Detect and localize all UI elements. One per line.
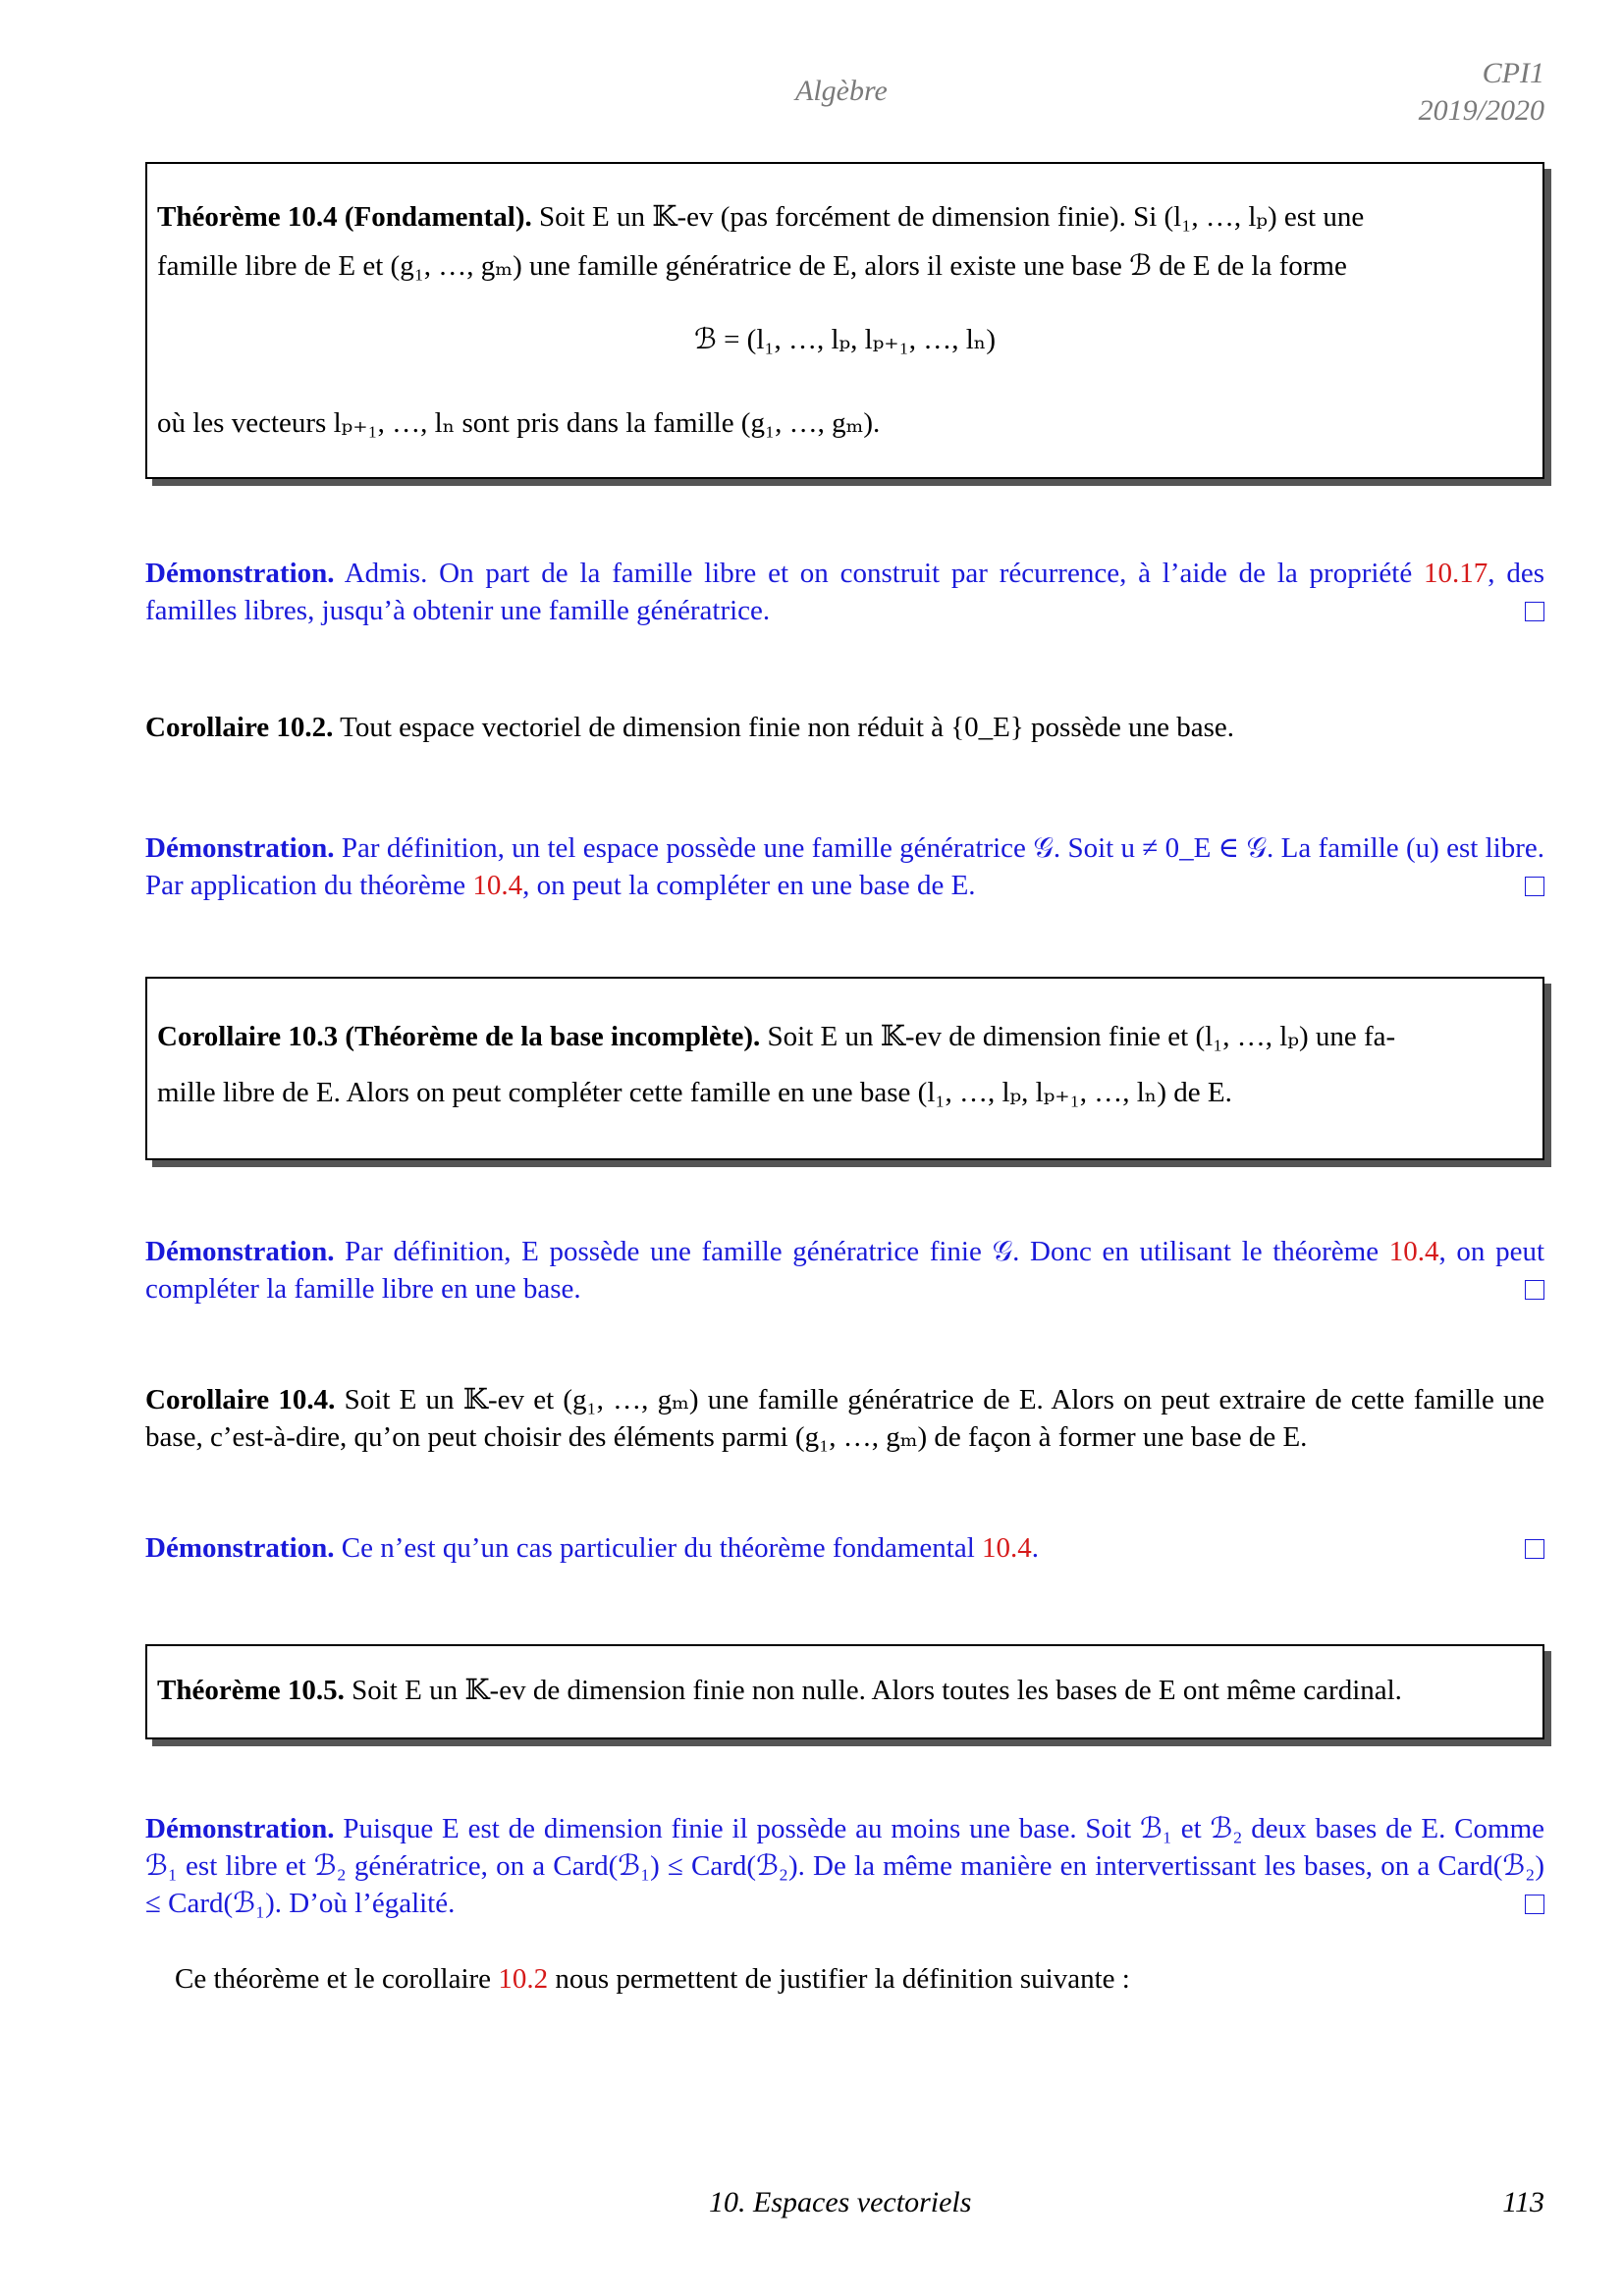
- qed-icon: [1525, 877, 1544, 896]
- corollaire-10-2-text: Tout espace vectoriel de dimension finie non réduit à {0_E} possède une base.: [340, 712, 1235, 743]
- corollaire-10-3-box: [145, 977, 1544, 1160]
- header-year: 2019/2020: [1418, 94, 1544, 127]
- demo-2: [145, 829, 1544, 904]
- corollaire-10-3-text1: Soit E un 𝕂-ev de dimension finie et (l₁, …, lₚ) une fa-: [767, 1021, 1396, 1052]
- demo-1: [145, 555, 1544, 629]
- demo-1-ref-link[interactable]: 10.17: [1424, 558, 1488, 589]
- corollaire-10-4-text: Soit E un 𝕂-ev et (g₁, …, gₘ) une famille génératrice de E. Alors on peut extraire de cette famille une base, c’est-à-dire, qu’on peut choisir des éléments parmi (g₁, …, gₘ) de façon à former une base de E.: [145, 1384, 1544, 1453]
- header-subject: Algèbre: [795, 75, 888, 107]
- corollaire-10-3-title: Corollaire 10.3 (Théorème de la base incomplète).: [157, 1021, 761, 1052]
- demo-2-ref-link[interactable]: 10.4: [472, 870, 523, 901]
- footer-page-number: 113: [1502, 2186, 1544, 2218]
- corollaire-10-3-line1: [157, 1018, 1533, 1055]
- theorem-10-5-box: [145, 1644, 1544, 1739]
- demo-4-ref-link[interactable]: 10.4: [982, 1532, 1032, 1564]
- corollaire-10-3-line2: mille libre de E. Alors on peut compléter cette famille en une base (l₁, …, lₚ, lₚ₊₁, …, lₙ) de E.: [157, 1077, 1232, 1108]
- closing-text-a: Ce théorème et le corollaire: [175, 1963, 492, 1995]
- qed-icon: [1525, 1280, 1544, 1300]
- demo-3: [145, 1233, 1544, 1308]
- closing-sentence: [175, 1960, 1544, 1998]
- demo-3-text-a: Par définition, E possède une famille génératrice finie 𝒢. Donc en utilisant le théorème: [345, 1236, 1380, 1267]
- demo-1-text-b: , des familles libres, jusqu’à obtenir une famille génératrice.: [145, 558, 1544, 626]
- demo-4-text-b: .: [1031, 1532, 1040, 1564]
- demo-3-label: Démonstration.: [145, 1236, 335, 1267]
- closing-text-b: nous permettent de justifier la définition suivante :: [555, 1963, 1130, 1995]
- theorem-10-4-title: Théorème 10.4 (Fondamental).: [157, 201, 532, 233]
- demo-4-text-a: Ce n’est qu’un cas particulier du théorème fondamental: [341, 1532, 975, 1564]
- theorem-10-4-formula: ℬ = (l₁, …, lₚ, lₚ₊₁, …, lₙ): [694, 324, 996, 355]
- demo-4: [145, 1529, 1544, 1567]
- theorem-10-5-line: [157, 1672, 1533, 1709]
- corollaire-10-4: [145, 1381, 1544, 1456]
- theorem-10-4-text1: Soit E un 𝕂-ev (pas forcément de dimension finie). Si (l₁, …, lₚ) est une: [539, 201, 1365, 233]
- demo-1-text-a: Admis. On part de la famille libre et on construit par récurrence, à l’aide de la propriété: [344, 558, 1413, 589]
- theorem-10-5-text: Soit E un 𝕂-ev de dimension finie non nulle. Alors toutes les bases de E ont même cardinal.: [352, 1675, 1402, 1706]
- demo-2-label: Démonstration.: [145, 832, 335, 864]
- demo-1-label: Démonstration.: [145, 558, 335, 589]
- theorem-10-4-line1: [157, 198, 1533, 236]
- theorem-10-5-title: Théorème 10.5.: [157, 1675, 345, 1706]
- theorem-10-4-line3: où les vecteurs lₚ₊₁, …, lₙ sont pris dans la famille (g₁, …, gₘ).: [157, 407, 881, 439]
- corollaire-10-2-title: Corollaire 10.2.: [145, 712, 334, 743]
- closing-ref-link[interactable]: 10.2: [498, 1963, 549, 1995]
- demo-2-text-b: , on peut la compléter en une base de E.: [522, 870, 976, 901]
- corollaire-10-4-title: Corollaire 10.4.: [145, 1384, 336, 1415]
- demo-3-ref-link[interactable]: 10.4: [1388, 1236, 1439, 1267]
- demo-3-text-b: , on peut compléter la famille libre en une base.: [145, 1236, 1544, 1305]
- corollaire-10-2: [145, 709, 1544, 746]
- header-course: CPI1: [1482, 57, 1544, 89]
- qed-icon: [1525, 602, 1544, 621]
- footer-chapter: 10. Espaces vectoriels: [709, 2186, 972, 2218]
- theorem-10-4-box: [145, 162, 1544, 479]
- qed-icon: [1525, 1895, 1544, 1914]
- qed-icon: [1525, 1539, 1544, 1559]
- demo-2-text-a: Par définition, un tel espace possède une famille génératrice 𝒢. Soit u ≠ 0_E ∈ 𝒢. La famille (u) est libre. Par application du théorème: [145, 832, 1545, 901]
- demo-5-label: Démonstration.: [145, 1813, 335, 1844]
- demo-4-label: Démonstration.: [145, 1532, 335, 1564]
- theorem-10-4-line2: famille libre de E et (g₁, …, gₘ) une famille génératrice de E, alors il existe une base ℬ de E de la forme: [157, 250, 1347, 282]
- demo-5-text: Puisque E est de dimension finie il possède au moins une base. Soit ℬ₁ et ℬ₂ deux bases de E. Comme ℬ₁ est libre et ℬ₂ génératrice, on a Card(ℬ₁) ≤ Card(ℬ₂). De la même manière en intervertissant les bases, on a Card(ℬ₂) ≤ Card(ℬ₁). D’où l’égalité.: [145, 1813, 1544, 1919]
- demo-5: [145, 1810, 1544, 1922]
